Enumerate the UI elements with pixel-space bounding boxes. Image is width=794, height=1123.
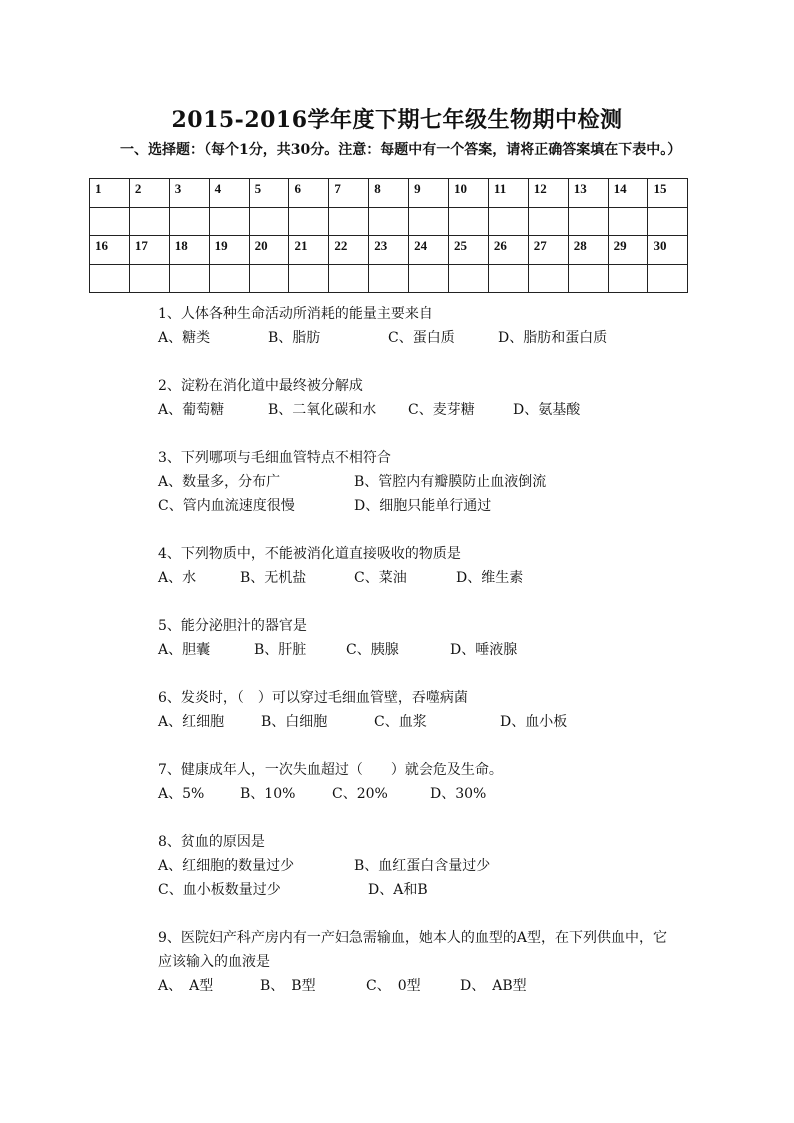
answer-number-cell: 7 — [329, 179, 369, 208]
answer-number-cell: 28 — [568, 236, 608, 265]
answer-number-cell: 12 — [528, 179, 568, 208]
answer-number-cell: 18 — [169, 236, 209, 265]
answer-blank-cell[interactable] — [129, 207, 169, 236]
answer-number-cell: 25 — [449, 236, 489, 265]
answer-header-row-2 — [90, 236, 688, 265]
answer-blank-cell[interactable] — [209, 207, 249, 236]
question-options — [158, 326, 718, 350]
question-stem: 8、贫血的原因是 — [158, 834, 265, 850]
option-c[interactable]: C、管内血流速度很慢 — [158, 498, 295, 514]
answer-header-row-1 — [90, 179, 688, 208]
answer-blank-cell[interactable] — [568, 207, 608, 236]
option-a[interactable]: A、水 — [158, 570, 197, 586]
answer-number-cell: 13 — [568, 179, 608, 208]
question-1 — [158, 302, 718, 350]
answer-blank-cell[interactable] — [528, 264, 568, 293]
option-b[interactable]: B、10% — [240, 786, 296, 802]
question-stem-continued: 应该输入的血液是 — [158, 954, 270, 970]
question-6 — [158, 686, 718, 734]
option-c[interactable]: C、血小板数量过少 — [158, 882, 281, 898]
answer-blank-cell[interactable] — [369, 207, 409, 236]
option-c[interactable]: C、血浆 — [374, 714, 427, 730]
question-options — [158, 878, 718, 902]
option-a[interactable]: A、糖类 — [158, 330, 211, 346]
answer-number-cell: 4 — [209, 179, 249, 208]
answer-blank-cell[interactable] — [289, 207, 329, 236]
answer-number-cell: 1 — [90, 179, 130, 208]
option-b[interactable]: B、管腔内有瓣膜防止血液倒流 — [354, 474, 547, 490]
answer-number-cell: 3 — [169, 179, 209, 208]
answer-number-cell: 29 — [608, 236, 648, 265]
answer-blank-cell[interactable] — [449, 207, 489, 236]
option-b[interactable]: B、白细胞 — [261, 714, 328, 730]
option-b[interactable]: B、血红蛋白含量过少 — [354, 858, 491, 874]
answer-blank-cell[interactable] — [90, 207, 130, 236]
answer-blank-row-2 — [90, 264, 688, 293]
answer-blank-cell[interactable] — [249, 207, 289, 236]
question-stem: 6、发炎时，（ ）可以穿过毛细血管壁，吞噬病菌 — [158, 690, 468, 706]
option-c[interactable]: C、麦芽糖 — [408, 402, 475, 418]
answer-blank-cell[interactable] — [528, 207, 568, 236]
option-c[interactable]: C、菜油 — [354, 570, 407, 586]
answer-blank-cell[interactable] — [608, 264, 648, 293]
question-4 — [158, 542, 718, 590]
answer-number-cell: 10 — [449, 179, 489, 208]
option-d[interactable]: D、细胞只能单行通过 — [354, 498, 492, 514]
answer-number-cell: 17 — [129, 236, 169, 265]
question-8 — [158, 830, 718, 902]
option-b[interactable]: B、二氧化碳和水 — [268, 402, 377, 418]
answer-blank-cell[interactable] — [329, 207, 369, 236]
option-c[interactable]: C、20% — [332, 786, 388, 802]
question-3 — [158, 446, 718, 518]
answer-number-cell: 27 — [528, 236, 568, 265]
option-d[interactable]: D、30% — [430, 786, 487, 802]
question-options — [158, 566, 718, 590]
answer-blank-cell[interactable] — [409, 264, 449, 293]
answer-blank-cell[interactable] — [409, 207, 449, 236]
option-a[interactable]: A、数量多，分布广 — [158, 474, 281, 490]
question-options — [158, 854, 718, 878]
question-stem: 5、能分泌胆汁的器官是 — [158, 618, 307, 634]
answer-number-cell: 2 — [129, 179, 169, 208]
answer-number-cell: 22 — [329, 236, 369, 265]
answer-table — [89, 178, 688, 293]
option-d[interactable]: D、血小板 — [500, 714, 568, 730]
option-a[interactable]: A、红细胞的数量过少 — [158, 858, 295, 874]
answer-blank-cell[interactable] — [449, 264, 489, 293]
option-c[interactable]: C、胰腺 — [346, 642, 399, 658]
question-stem: 2、淀粉在消化道中最终被分解成 — [158, 378, 363, 394]
option-d[interactable]: D、A和B — [368, 882, 428, 898]
question-options — [158, 974, 698, 998]
question-options — [158, 398, 718, 422]
answer-blank-cell[interactable] — [608, 207, 648, 236]
answer-number-cell: 8 — [369, 179, 409, 208]
question-options — [158, 494, 718, 518]
answer-number-cell: 5 — [249, 179, 289, 208]
answer-blank-cell[interactable] — [648, 264, 688, 293]
option-a[interactable]: A、5% — [158, 786, 205, 802]
option-a[interactable]: A、 A型 — [158, 978, 214, 994]
option-c[interactable]: C、 0型 — [366, 978, 421, 994]
answer-number-cell: 30 — [648, 236, 688, 265]
option-b[interactable]: B、肝脏 — [254, 642, 307, 658]
section-instructions: 一、选择题：（每个1分，共30分。注意：每题中有一个答案，请将正确答案填在下表中。） — [120, 142, 682, 158]
option-d[interactable]: D、 AB型 — [460, 978, 527, 994]
question-2 — [158, 374, 718, 422]
answer-blank-cell[interactable] — [568, 264, 608, 293]
question-options — [158, 470, 718, 494]
answer-number-cell: 14 — [608, 179, 648, 208]
answer-number-cell: 23 — [369, 236, 409, 265]
answer-number-cell: 6 — [289, 179, 329, 208]
answer-number-cell: 16 — [90, 236, 130, 265]
option-d[interactable]: D、维生素 — [456, 570, 524, 586]
question-options — [158, 710, 718, 734]
question-stem: 1、人体各种生命活动所消耗的能量主要来自 — [158, 306, 433, 322]
answer-number-cell: 24 — [409, 236, 449, 265]
option-b[interactable]: B、 B型 — [260, 978, 316, 994]
question-stem: 3、下列哪项与毛细血管特点不相符合 — [158, 450, 391, 466]
answer-blank-cell[interactable] — [249, 264, 289, 293]
answer-blank-cell[interactable] — [648, 207, 688, 236]
option-d[interactable]: D、脂肪和蛋白质 — [498, 330, 608, 346]
option-b[interactable]: B、无机盐 — [240, 570, 307, 586]
option-d[interactable]: D、唾液腺 — [450, 642, 518, 658]
option-c[interactable]: C、蛋白质 — [388, 330, 455, 346]
option-a[interactable]: A、红细胞 — [158, 714, 225, 730]
question-7 — [158, 758, 718, 806]
option-a[interactable]: A、胆囊 — [158, 642, 211, 658]
answer-number-cell: 11 — [488, 179, 528, 208]
answer-blank-cell[interactable] — [169, 207, 209, 236]
question-stem: 7、健康成年人，一次失血超过（ ）就会危及生命。 — [158, 762, 503, 778]
option-d[interactable]: D、氨基酸 — [513, 402, 581, 418]
answer-blank-cell[interactable] — [169, 264, 209, 293]
question-stem: 9、医院妇产科产房内有一产妇急需输血，她本人的血型的A型，在下列供血中，它 — [158, 930, 668, 946]
answer-blank-cell[interactable] — [488, 264, 528, 293]
answer-number-cell: 15 — [648, 179, 688, 208]
option-b[interactable]: B、脂肪 — [268, 330, 321, 346]
answer-number-cell: 26 — [488, 236, 528, 265]
answer-blank-cell[interactable] — [488, 207, 528, 236]
answer-blank-cell[interactable] — [329, 264, 369, 293]
question-5 — [158, 614, 718, 662]
answer-blank-row-1 — [90, 207, 688, 236]
question-stem: 4、下列物质中，不能被消化道直接吸收的物质是 — [158, 546, 461, 562]
answer-number-cell: 20 — [249, 236, 289, 265]
page-title: 2015-2016学年度下期七年级生物期中检测 — [171, 107, 623, 133]
question-options — [158, 638, 718, 662]
answer-number-cell: 21 — [289, 236, 329, 265]
answer-blank-cell[interactable] — [369, 264, 409, 293]
answer-number-cell: 9 — [409, 179, 449, 208]
answer-number-cell: 19 — [209, 236, 249, 265]
answer-blank-cell[interactable] — [129, 264, 169, 293]
question-options — [158, 782, 718, 806]
answer-blank-cell[interactable] — [90, 264, 130, 293]
answer-blank-cell[interactable] — [209, 264, 249, 293]
option-a[interactable]: A、葡萄糖 — [158, 402, 225, 418]
question-9 — [158, 926, 698, 998]
answer-blank-cell[interactable] — [289, 264, 329, 293]
